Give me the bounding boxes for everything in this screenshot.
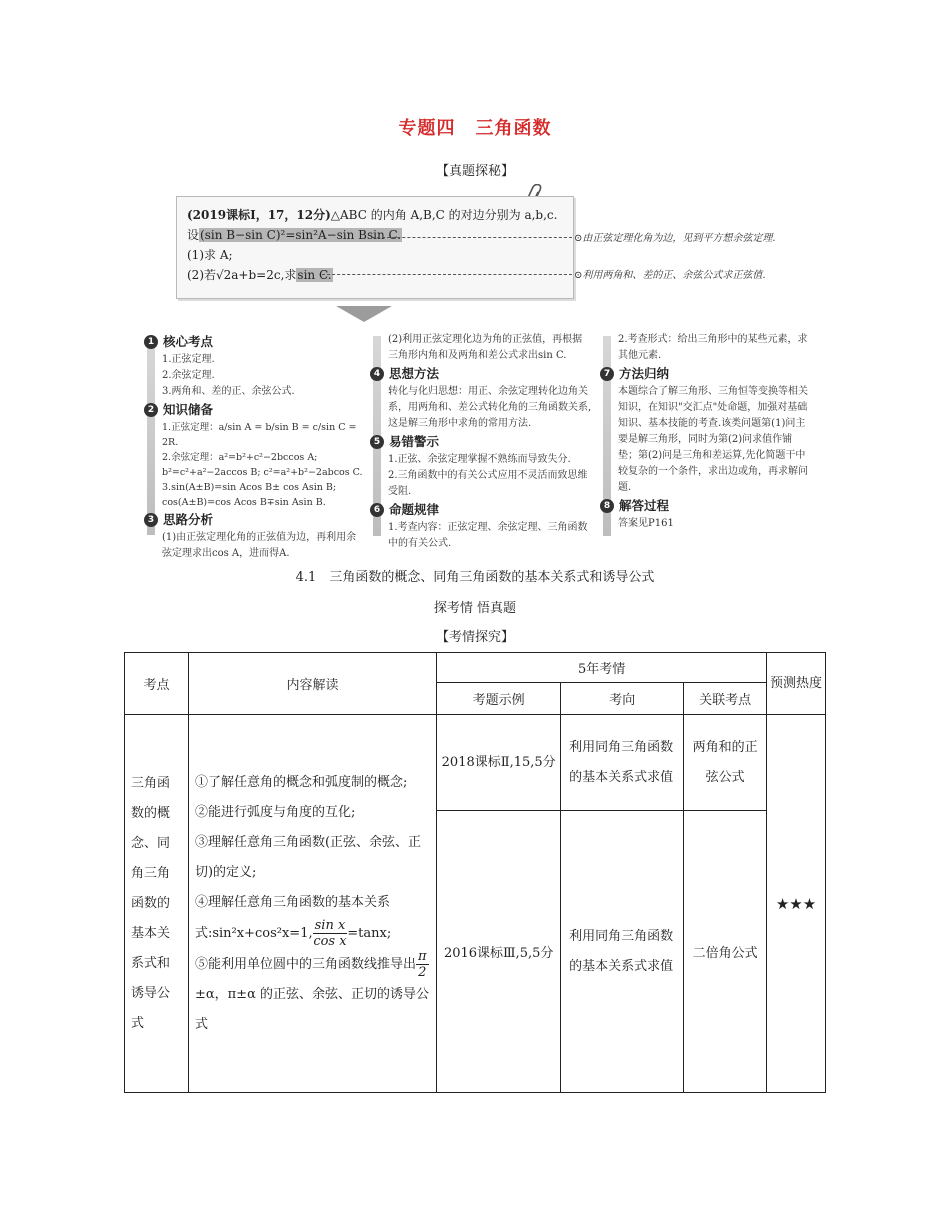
number-6-icon: 6 [370,503,384,517]
content-item: ②能进行弧度与角度的互化; [194,804,356,820]
column-1 [144,332,366,562]
list-item: 1.正弦定理：a/sin A = b/sin B = c/sin C = 2R. [162,422,357,448]
problem-line1: △ABC 的内角 A,B,C 的对边分别为 a,b,c. [330,208,558,222]
direction-cell: 利用同角三角函数的基本关系式求值 [561,811,684,1093]
title-part-1: 专题四 [398,118,456,139]
section-text: 1.考查内容：正弦定理、余弦定理、三角函数中的有关公式. [388,522,588,549]
number-4-icon: 4 [370,367,384,381]
annotation-note-2: ⊙利用两角和、差的正、余弦公式求正弦值. [574,270,766,281]
problem-line2-prefix: 设 [187,228,200,242]
section-text: 转化与化归思想：用正、余弦定理转化边角关系，用两角和、差公式转化角的三角函数关系,这是解三角形中求角的常用方法. [388,386,592,429]
example-cell: 2016课标Ⅲ,5,5分 [437,811,561,1093]
section-title: 思想方法 [389,366,440,381]
section-methods [370,366,592,382]
fraction-pi-2 [416,949,429,980]
header-5year: 5年考情 [437,653,767,683]
related-cell: 两角和的正弦公式 [684,715,767,811]
content-item: ③理解任意角三角函数(正弦、余弦、正切)的定义; [194,834,422,880]
annotation-note-1: ⊙由正弦定理化角为边，见到平方想余弦定理. [574,233,776,244]
list-item: 1.正弦、余弦定理掌握不熟练而导致失分. [388,454,571,465]
content-item: ±α，π±α 的正弦、余弦、正切的诱导公式 [194,986,429,1032]
content-item: =tanx; [347,925,392,941]
section-title: 核心考点 [163,334,214,349]
section-text: (1)由正弦定理化角的正弦值为边，再利用余弦定理求出cos A，进而得A. [162,532,357,559]
number-3-icon: 3 [144,513,158,527]
section-title: 思路分析 [163,512,214,527]
section-warnings [370,434,592,450]
list-item: 1.正弦定理. [162,354,215,365]
section-title: 易错警示 [389,434,440,449]
header-related: 关联考点 [684,683,767,715]
fraction-numerator: π [417,948,427,964]
section-text: (2)利用正弦定理化边为角的正弦值，再根据三角形内角和及两角和差公式求出sin C. [388,334,583,361]
section-text: 2.考查形式：给出三角形中的某些元素，求其他元素. [618,334,808,361]
section-title: 命题规律 [389,502,440,517]
section-text: 答案见P161 [618,518,674,529]
section-text: 本题综合了解三角形、三角恒等变换等相关知识，在知识"交汇点"处命题，加强对基础知识、基本技能的考查.该类问题第(1)问主要是解三角形，同时为第(2)问求值作铺垫；第(2)问是三角和差运算,先化简题干中较复杂的一个条件，求出边或角，再求解问题. [618,386,808,493]
number-8-icon: 8 [600,499,614,513]
problem-condition-highlight: (sin B−sin C)²=sin²A−sin Bsin C. [200,228,402,242]
annotation-line-2 [322,274,572,275]
table-row [125,715,826,811]
content-cell [188,715,436,1093]
list-item: 2.余弦定理. [162,370,215,381]
fraction-numerator: sin x [314,917,346,933]
section-header-2: 【考情探究】 [435,630,514,645]
fraction-denominator: cos x [313,933,347,949]
problem-card [176,196,574,299]
list-item: cos(A±B)=cos Acos B∓sin Asin B. [162,497,326,508]
subtitle: 探考情 悟真题 [433,601,517,616]
kaodian-cell: 三角函数的概念、同角三角函数的基本关系式和诱导公式 [125,715,189,1093]
column-3 [600,332,810,532]
annotation-line-1 [372,237,572,238]
exam-analysis-table [124,652,826,1093]
section-header: 【真题探秘】 [435,164,514,179]
title-part-2: 三角函数 [475,118,552,139]
section-solution [600,498,810,514]
header-kaodian: 考点 [125,653,189,715]
section-knowledge [144,402,366,418]
list-item: 2.三角函数中的有关公式应用不灵活而致思维受阻. [388,470,588,497]
fraction-sinx-cosx [313,918,348,949]
example-cell: 2018课标Ⅱ,15,5分 [437,715,561,811]
problem-question-1: (1)求 A; [187,248,233,262]
header-yuce: 预测热度 [767,653,826,715]
number-5-icon: 5 [370,435,384,449]
section-analysis [144,512,366,528]
number-7-icon: 7 [600,367,614,381]
down-arrow-icon [336,306,392,322]
section-title: 解答过程 [619,498,670,513]
list-item: 3.sin(A±B)=sin Acos B± cos Asin B; [162,482,337,493]
problem-question-2: (2)若√2a+b=2c,求 [187,268,297,282]
fraction-denominator: 2 [418,964,427,980]
header-direction: 考向 [561,683,684,715]
direction-cell: 利用同角三角函数的基本关系式求值 [561,715,684,811]
content-item: ①了解任意角的概念和弧度制的概念; [194,774,408,790]
problem-source: (2019课标Ⅰ，17，12分) [187,208,331,222]
section-patterns [370,502,592,518]
number-1-icon: 1 [144,335,158,349]
header-neirong: 内容解读 [188,653,436,715]
heat-rating: ★★★ [767,715,826,1093]
content-item: ⑤能利用单位圆中的三角函数线推导出 [194,956,416,972]
section-summary [600,366,810,382]
content-item: ④理解任意角三角函数的基本关系式:sin²x+cos²x=1, [194,894,390,941]
column-2 [370,332,592,552]
section-heading-4-1: 4.1 三角函数的概念、同角三角函数的基本关系式和诱导公式 [295,570,655,585]
section-title: 方法归纳 [619,366,670,381]
section-title: 知识储备 [163,402,214,417]
problem-target-highlight: sin C. [297,268,332,282]
related-cell: 二倍角公式 [684,811,767,1093]
section-core-points [144,334,366,350]
page-title [0,114,950,140]
list-item: 3.两角和、差的正、余弦公式. [162,386,295,397]
header-example: 考题示例 [437,683,561,715]
number-2-icon: 2 [144,403,158,417]
list-item: 2.余弦定理：a²=b²+c²−2bccos A; b²=c²+a²−2accos B; c²=a²+b²−2abcos C. [162,452,363,478]
